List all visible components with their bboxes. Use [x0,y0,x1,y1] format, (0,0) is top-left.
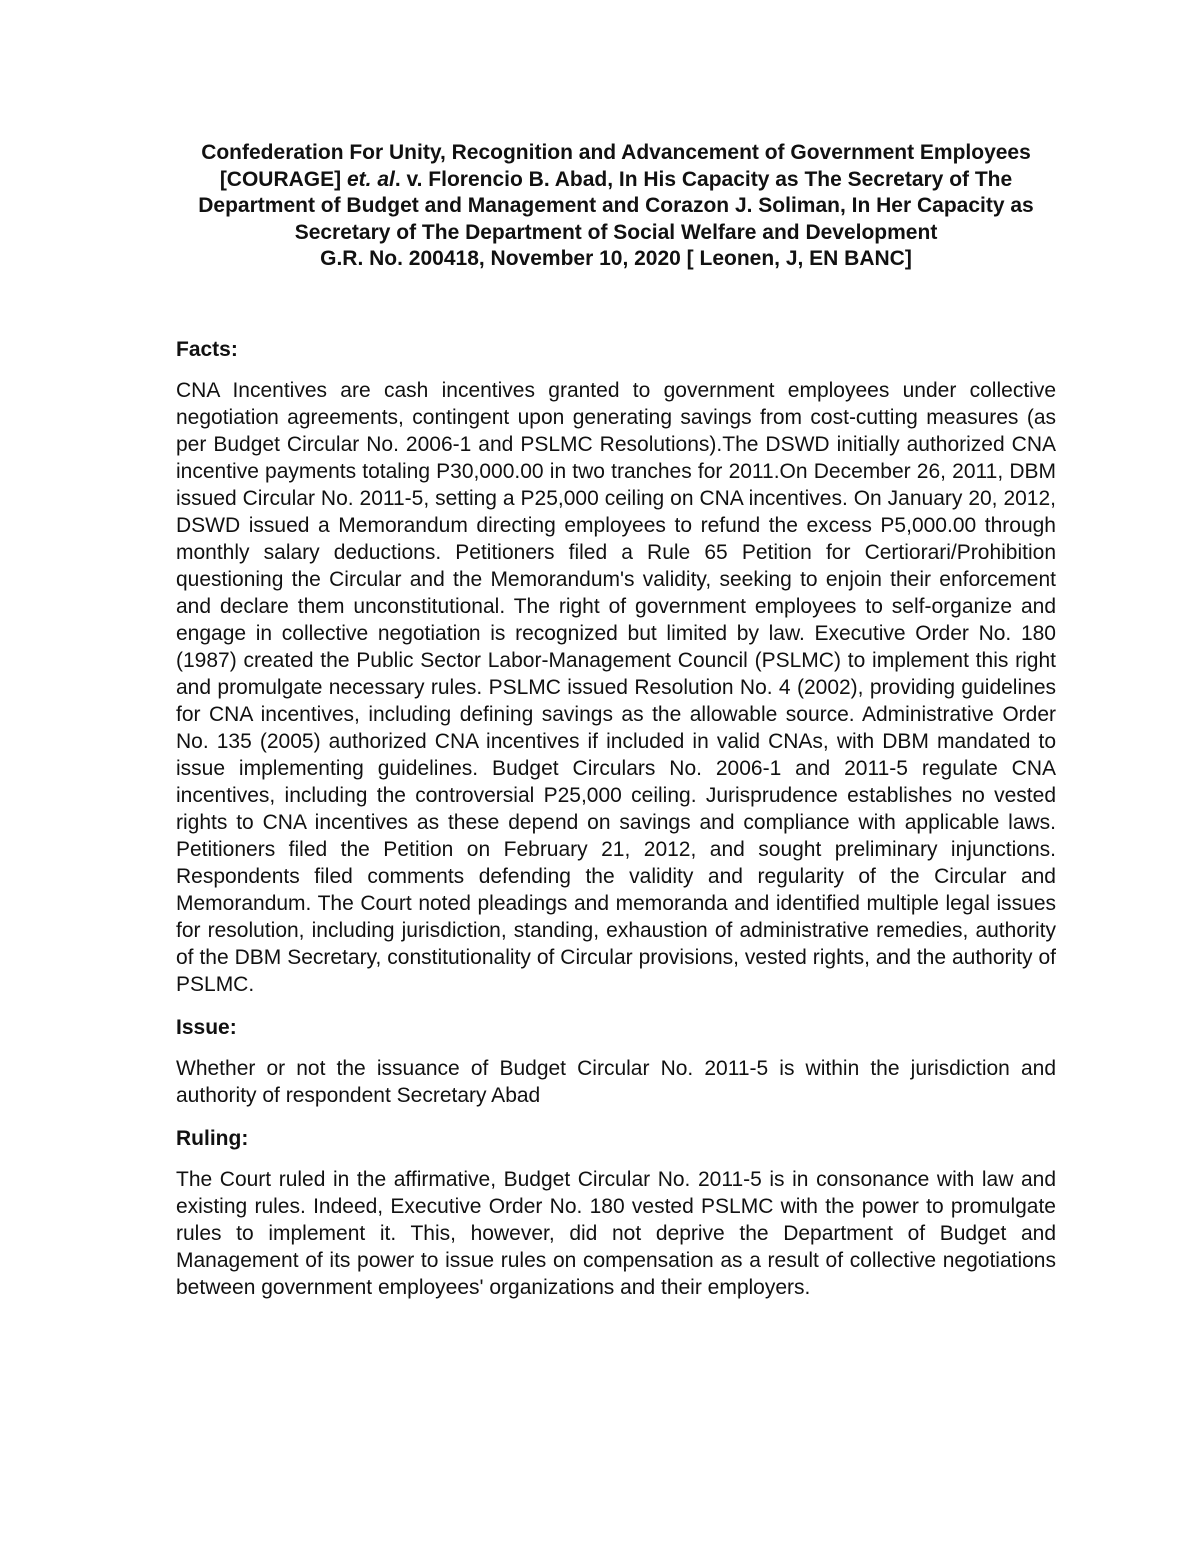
case-title-et-al: et. al [346,167,395,191]
issue-paragraph: Whether or not the issuance of Budget Circular No. 2011-5 is within the jurisdiction and authority of respondent Secretary Abad [176,1056,1056,1107]
case-title-part1: Confederation For Unity, Recognition and Advancement of Government Employees [COURAGE] [201,141,1031,191]
ruling-paragraph: The Court ruled in the affirmative, Budget Circular No. 2011-5 is in consonance with law and existing rules. Indeed, Executive Order No. 180 vested PSLMC with the power to promulgate rules to implement it. This, however, did not deprive the Department of Budget and Management of its power to issue rules on compensation as a result of collective negotiations between government employees' organizations and their employers. [176,1167,1056,1299]
ruling-heading: Ruling: [176,1126,249,1150]
case-title [176,140,1056,273]
issue-heading: Issue: [176,1015,237,1039]
facts-paragraph: CNA Incentives are cash incentives granted to government employees under collective negotiation agreements, contingent upon generating savings from cost-cutting measures (as per Budget Circular No. 2006-1 and PSLMC Resolutions).The DSWD initially authorized CNA incentive payments totaling P30,000.00 in two tranches for 2011.On December 26, 2011, DBM issued Circular No. 2011-5, setting a P25,000 ceiling on CNA incentives. On January 20, 2012, DSWD issued a Memorandum directing employees to refund the excess P5,000.00 through monthly salary deductions. Petitioners filed a Rule 65 Petition for Certiorari/Prohibition questioning the Circular and the Memorandum's validity, seeking to enjoin their enforcement and declare them unconstitutional. The right of government employees to self-organize and engage in collective negotiation is recognized but limited by law. Executive Order No. 180 (1987) created the Public Sector Labor-Management Council (PSLMC) to implement this right and promulgate necessary rules. PSLMC issued Resolution No. 4 (2002), providing guidelines for CNA incentives, including defining savings as the allowable source. Administrative Order No. 135 (2005) authorized CNA incentives if included in valid CNAs, with DBM mandated to issue implementing guidelines. Budget Circulars No. 2006-1 and 2011-5 regulate CNA incentives, including the controversial P25,000 ceiling. Jurisprudence establishes no vested rights to CNA incentives as these depend on savings and compliance with applicable laws. Petitioners filed the Petition on February 21, 2012, and sought preliminary injunctions. Respondents filed comments defending the validity and regularity of the Circular and Memorandum. The Court noted pleadings and memoranda and identified multiple legal issues for resolution, including jurisdiction, standing, exhaustion of administrative remedies, authority of the DBM Secretary, constitutionality of Circular provisions, vested rights, and the authority of PSLMC. [176,378,1056,996]
facts-heading: Facts: [176,337,238,361]
document-page [176,140,1056,1301]
case-citation: G.R. No. 200418, November 10, 2020 [ Leonen, J, EN BANC] [320,247,912,270]
case-title-part2: . v. Florencio B. Abad, In His Capacity as The Secretary of The Department of Budget and Management and Corazon J. Soliman, In Her Capacity as Secretary of The Department of Social Welfare and Development [198,167,1034,244]
